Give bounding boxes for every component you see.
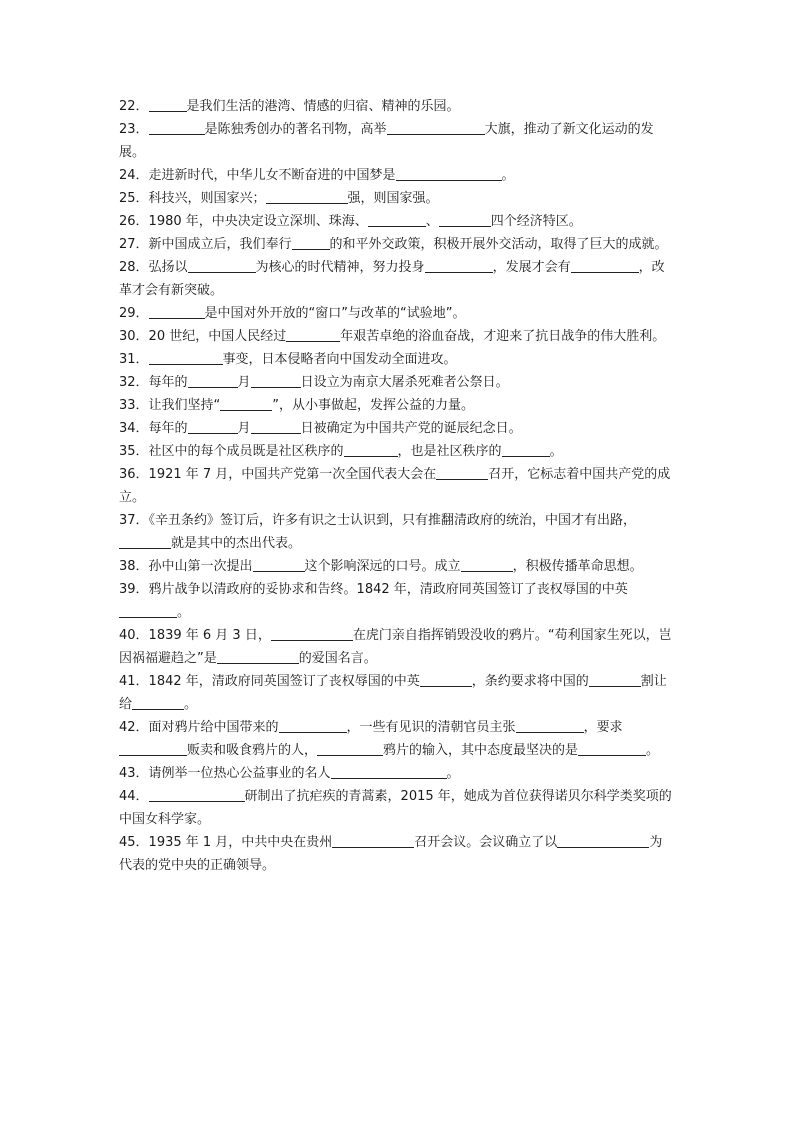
- question-text: 。: [646, 743, 660, 758]
- question-24: [119, 164, 675, 187]
- question-text: 43．请例举一位热心公益事业的名人: [119, 766, 331, 781]
- question-text: 研制出了抗疟疾的青蒿素，2015 年，她成为首位获得诺贝尔科学类奖项的中国女科学家。: [119, 789, 672, 827]
- answer-blank[interactable]: [368, 212, 426, 227]
- question-28: [119, 256, 675, 302]
- question-text: 是陈独秀创办的著名刊物，高举: [204, 122, 387, 137]
- answer-blank[interactable]: [420, 672, 472, 687]
- answer-blank[interactable]: [439, 212, 491, 227]
- question-26: [119, 210, 675, 233]
- answer-blank[interactable]: [331, 764, 447, 779]
- question-text: 贩卖和吸食鸦片的人，: [187, 743, 318, 758]
- answer-blank[interactable]: [149, 304, 205, 319]
- answer-blank[interactable]: [578, 741, 646, 756]
- question-text: ，发展才会有: [492, 260, 571, 275]
- answer-blank[interactable]: [516, 718, 584, 733]
- question-33: [119, 394, 675, 417]
- question-text: 24．走进新时代，中华儿女不断奋进的中国梦是: [119, 168, 396, 183]
- answer-blank[interactable]: [387, 120, 485, 135]
- answer-blank[interactable]: [436, 465, 488, 480]
- question-text: 割让给: [119, 674, 667, 712]
- question-37: [119, 509, 675, 555]
- question-text: 42．面对鸦片给中国带来的: [119, 720, 279, 735]
- question-32: [119, 371, 675, 394]
- answer-blank[interactable]: [292, 235, 330, 250]
- question-36: [119, 463, 675, 509]
- question-text: 事变，日本侵略者向中国发动全面进攻。: [222, 352, 457, 367]
- question-25: [119, 187, 675, 210]
- question-44: [119, 785, 675, 831]
- question-text: ，积极传播革命思想。: [512, 559, 643, 574]
- question-41: [119, 670, 675, 716]
- answer-blank[interactable]: [271, 626, 353, 641]
- question-text: 就是其中的杰出代表。: [171, 536, 302, 551]
- question-text: 36．1921 年 7 月，中国共产党第一次全国代表大会在: [119, 467, 437, 482]
- answer-blank[interactable]: [251, 419, 301, 434]
- answer-blank[interactable]: [253, 557, 305, 572]
- question-text: 。: [177, 605, 191, 620]
- question-text: 月: [237, 375, 251, 390]
- question-39: [119, 578, 675, 624]
- answer-blank[interactable]: [286, 327, 340, 342]
- question-22: [119, 95, 675, 118]
- question-text: 32．每年的: [119, 375, 188, 390]
- question-text: 这个影响深远的口号。成立: [304, 559, 461, 574]
- answer-blank[interactable]: [119, 534, 171, 549]
- question-text: 26．1980 年，中央决定设立深圳、珠海、: [119, 214, 368, 229]
- question-43: [119, 762, 675, 785]
- question-35: [119, 440, 675, 463]
- question-number: 44．: [119, 789, 149, 804]
- question-text: 是中国对外开放的“窗口”与改革的“试验地”。: [204, 306, 466, 321]
- answer-blank[interactable]: [188, 419, 238, 434]
- question-text: ，改革才会有新突破。: [119, 260, 665, 298]
- question-text: 25．科技兴，则国家兴；: [119, 191, 266, 206]
- answer-blank[interactable]: [132, 695, 184, 710]
- question-text: 。: [446, 766, 460, 781]
- question-text: ，一些有见识的清朝官员主张: [346, 720, 516, 735]
- question-text: 41．1842 年，清政府同英国签订了丧权辱国的中英: [119, 674, 420, 689]
- answer-blank[interactable]: [220, 396, 272, 411]
- question-34: [119, 417, 675, 440]
- answer-blank[interactable]: [571, 258, 639, 273]
- answer-blank[interactable]: [149, 787, 245, 802]
- question-text: 。: [501, 168, 515, 183]
- question-text: 日设立为南京大屠杀死难者公祭日。: [300, 375, 509, 390]
- question-text: 召开会议。会议确立了以: [414, 835, 558, 850]
- answer-blank[interactable]: [119, 603, 177, 618]
- question-text: 日被确定为中国共产党的诞辰纪念日。: [300, 421, 522, 436]
- answer-blank[interactable]: [217, 649, 299, 664]
- question-text: 在虎门亲自指挥销毁没收的鸦片。“苟利国家生死以，岂因祸福避趋之”是: [119, 628, 672, 666]
- answer-blank[interactable]: [149, 350, 223, 365]
- answer-blank[interactable]: [251, 373, 301, 388]
- answer-blank[interactable]: [149, 97, 187, 112]
- question-text: 28．弘扬以: [119, 260, 188, 275]
- question-text: ，要求: [583, 720, 623, 735]
- question-number: 23．: [119, 122, 149, 137]
- question-text: 。: [549, 444, 563, 459]
- answer-blank[interactable]: [396, 166, 502, 181]
- question-text: 召开，它标志着中国共产党的成立。: [119, 467, 671, 505]
- answer-blank[interactable]: [344, 442, 398, 457]
- question-text: 强，则国家强。: [347, 191, 439, 206]
- question-text: 38．孙中山第一次提出: [119, 559, 253, 574]
- answer-blank[interactable]: [119, 741, 187, 756]
- answer-blank[interactable]: [461, 557, 513, 572]
- question-text: 四个经济特区。: [490, 214, 582, 229]
- question-list: [119, 95, 675, 877]
- answer-blank[interactable]: [266, 189, 348, 204]
- question-text: 的和平外交政策，积极开展外交活动，取得了巨大的成就。: [329, 237, 668, 252]
- question-number: 29．: [119, 306, 149, 321]
- question-29: [119, 302, 675, 325]
- question-42: [119, 716, 675, 762]
- question-text: 34．每年的: [119, 421, 188, 436]
- question-text: 鸦片的输入，其中态度最坚决的是: [383, 743, 579, 758]
- question-30: [119, 325, 675, 348]
- question-45: [119, 831, 675, 877]
- question-text: 27．新中国成立后，我们奉行: [119, 237, 292, 252]
- question-text: 大旗，推动了新文化运动的发展。: [119, 122, 654, 160]
- question-text: 35．社区中的每个成员既是社区秩序的: [119, 444, 344, 459]
- answer-blank[interactable]: [188, 373, 238, 388]
- question-38: [119, 555, 675, 578]
- answer-blank[interactable]: [557, 833, 649, 848]
- question-text: 月: [237, 421, 251, 436]
- question-text: ”，从小事做起，发挥公益的力量。: [272, 398, 475, 413]
- question-text: 33．让我们坚持“: [119, 398, 221, 413]
- question-text: ，条约要求将中国的: [471, 674, 589, 689]
- question-text: 30．20 世纪，中国人民经过: [119, 329, 287, 344]
- answer-blank[interactable]: [589, 672, 641, 687]
- answer-blank[interactable]: [149, 120, 205, 135]
- question-text: 45．1935 年 1 月，中共中央在贵州: [119, 835, 333, 850]
- answer-blank[interactable]: [188, 258, 256, 273]
- answer-blank[interactable]: [279, 718, 347, 733]
- question-40: [119, 624, 675, 670]
- answer-blank[interactable]: [332, 833, 414, 848]
- answer-blank[interactable]: [425, 258, 493, 273]
- question-text: 37．《辛丑条约》签订后，许多有识之士认识到，只有推翻清政府的统治，中国才有出路，: [119, 513, 637, 528]
- question-23: [119, 118, 675, 164]
- question-31: [119, 348, 675, 371]
- question-text: 40．1839 年 6 月 3 日，: [119, 628, 271, 643]
- question-text: ，也是社区秩序的: [397, 444, 502, 459]
- question-text: 是我们生活的港湾、情感的归宿、精神的乐园。: [186, 99, 460, 114]
- question-text: 。: [184, 697, 198, 712]
- question-number: 31．: [119, 352, 149, 367]
- question-text: 年艰苦卓绝的浴血奋战，才迎来了抗日战争的伟大胜利。: [340, 329, 666, 344]
- question-text: 39．鸦片战争以清政府的妥协求和告终。1842 年，清政府同英国签订了丧权辱国的中英: [119, 582, 628, 597]
- question-27: [119, 233, 675, 256]
- answer-blank[interactable]: [317, 741, 383, 756]
- question-number: 22．: [119, 99, 149, 114]
- question-text: 的爱国名言。: [298, 651, 377, 666]
- question-text: 为代表的党中央的正确领导。: [119, 835, 663, 873]
- question-text: 、: [425, 214, 439, 229]
- answer-blank[interactable]: [502, 442, 550, 457]
- question-text: 为核心的时代精神，努力投身: [255, 260, 425, 275]
